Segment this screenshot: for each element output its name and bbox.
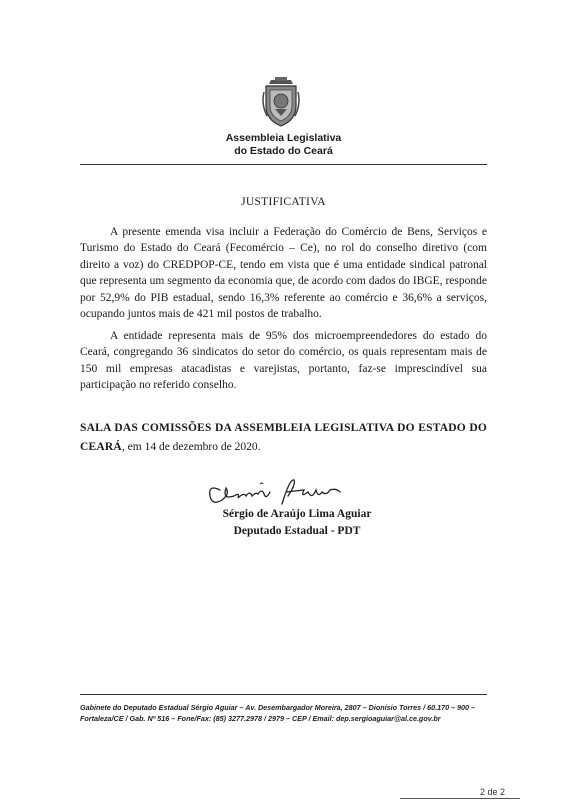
page-number-rule — [400, 798, 520, 799]
justification-paragraph-2: A entidade representa mais de 95% dos microempreendedores do estado do Ceará, congregando 36 sindicatos do setor do comércio, os quais representam mais de 150 mil empresas atacadistas e varejistas, portanto, faz-se imprescindível sua participação no referido conselho. — [80, 330, 487, 392]
page-number: 2 de 2 — [480, 787, 506, 797]
signatory-name: Sérgio de Araújo Lima Aguiar — [222, 508, 372, 520]
closing-statement — [80, 419, 487, 457]
closing-statement-bold: SALA DAS COMISSÕES DA ASSEMBLEIA LEGISLATIVA DO ESTADO DO CEARÁ — [80, 422, 487, 453]
footer-divider — [80, 694, 487, 695]
institution-name-line1: Assembleia Legislativa — [225, 132, 342, 144]
state-coat-of-arms-icon — [261, 76, 301, 128]
signatory-title: Deputado Estadual - PDT — [233, 525, 361, 537]
footer-contact: Gabinete do Deputado Estadual Sérgio Aguiar – Av. Desembargador Moreira, 2807 – Dionísio Torres / 60.170 – 900 – Fortaleza/CE / Gab. Nº 516 – Fone/Fax: (85) 3277.2978 / 2979 – CEP / Email: dep.sergioaguiar@al.ce.gov.br — [80, 703, 476, 723]
justification-paragraph-1: A presente emenda visa incluir a Federação do Comércio de Bens, Serviços e Turismo do Estado do Ceará (Fecomércio – Ce), no rol do conselho diretivo (com direito a voz) do CREDPOP-CE, tendo em vista que é uma entidade sindical patronal que representa um segmento da economia que, de acordo com dados do IBGE, responde por 52,9% do PIB estadual, sendo 16,3% referente ao comércio e 36,6% a serviços, ocupando juntos mais de 421 mil postos de trabalho. — [80, 226, 487, 321]
document-heading: JUSTIFICATIVA — [241, 196, 326, 208]
header-divider — [80, 164, 487, 165]
closing-statement-date: , em 14 de dezembro de 2020. — [121, 441, 261, 453]
institution-name-line2: do Estado do Ceará — [234, 145, 333, 157]
handwritten-signature-icon — [200, 470, 360, 510]
